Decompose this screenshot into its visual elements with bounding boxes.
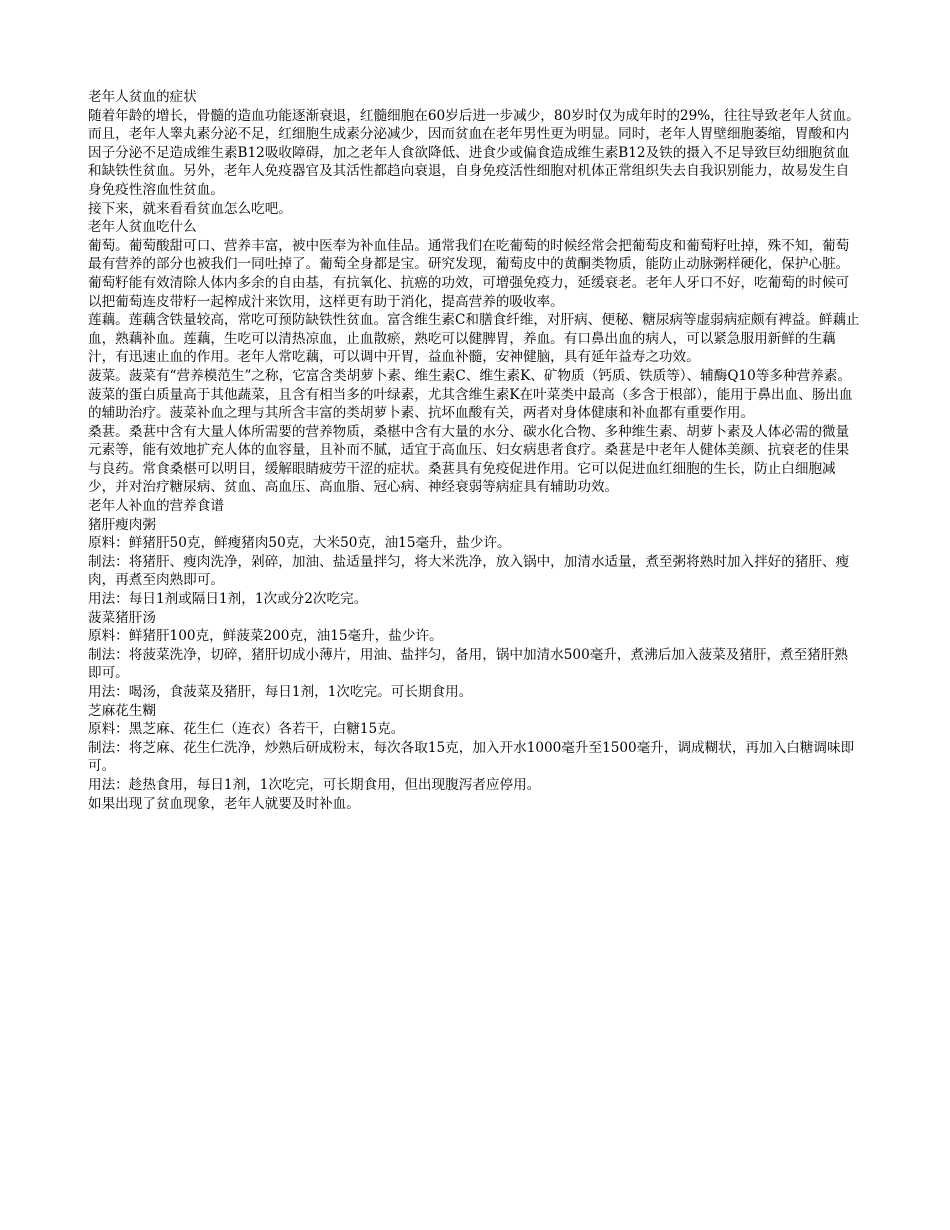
recipe-title-sesame-peanut-paste: 芝麻花生糊 (88, 702, 156, 719)
recipe-ingredients: 原料：鲜猪肝50克，鲜瘦猪肉50克，大米50克，油15毫升，盐少许。 (88, 535, 511, 552)
paragraph-spinach: 菠菜。菠菜有“营养模范生”之称，它富含类胡萝卜素、维生素C、维生素K、矿物质（钙质、铁质等）、辅酶Q10等多种营养素。菠菜的蛋白质量高于其他蔬菜，且含有相当多的叶绿素，尤其含维生素K在叶菜类中最高（多含于根部），能用于鼻出血、肠出血的辅助治疗。菠菜补血之理与其所含丰富的类胡萝卜素、抗坏血酸有关，两者对身体健康和补血都有重要作用。 (88, 367, 853, 422)
recipe-method: 制法：将猪肝、瘦肉洗净，剁碎，加油、盐适量拌匀，将大米洗净，放入锅中，加清水适量，煮至粥将熟时加入拌好的猪肝、瘦肉，再煮至肉熟即可。 (88, 553, 850, 589)
recipe-title-spinach-liver-soup: 菠菜猪肝汤 (88, 609, 156, 626)
recipe-usage: 用法：趁热食用，每日1剂，1次吃完，可长期食用，但出现腹泻者应停用。 (88, 776, 541, 793)
section-heading-recipes: 老年人补血的营养食谱 (88, 498, 224, 515)
recipe-ingredients: 原料：鲜猪肝100克，鲜菠菜200克，油15毫升，盐少许。 (88, 628, 443, 645)
recipe-method: 制法：将芝麻、花生仁洗净，炒熟后研成粉末，每次各取15克，加入开水1000毫升至1500毫升，调成糊状，再加入白糖调味即可。 (88, 739, 855, 775)
recipe-title-liver-porridge: 猪肝瘦肉粥 (88, 516, 156, 533)
document-body (88, 88, 860, 813)
paragraph-mulberry: 桑葚。桑葚中含有大量人体所需要的营养物质，桑椹中含有大量的水分、碳水化合物、多种维生素、胡萝卜素及人体必需的微量元素等，能有效地扩充人体的血容量，且补而不腻，适宜于高血压、妇女病患者食疗。桑葚是中老年人健体美颜、抗衰老的佳果与良药。常食桑椹可以明目，缓解眼睛疲劳干涩的症状。桑葚具有免疫促进作用。它可以促进血红细胞的生长，防止白细胞减少，并对治疗糖尿病、贫血、高血压、高血脂、冠心病、神经衰弱等病症具有辅助功效。 (88, 423, 850, 496)
recipe-usage: 用法：喝汤，食菠菜及猪肝，每日1剂，1次吃完。可长期食用。 (88, 684, 473, 700)
recipe-ingredients: 原料：黑芝麻、花生仁（连衣）各若干，白糖15克。 (88, 721, 405, 738)
section-heading-foods: 老年人贫血吃什么 (88, 219, 197, 236)
paragraph-grape: 葡萄。葡萄酸甜可口、营养丰富，被中医奉为补血佳品。通常我们在吃葡萄的时候经常会把葡萄皮和葡萄籽吐掉，殊不知，葡萄最有营养的部分也被我们一同吐掉了。葡萄全身都是宝。研究发现，葡萄皮中的黄酮类物质，能防止动脉粥样硬化，保护心脏。葡萄籽能有效清除人体内多余的自由基，有抗氧化、抗癌的功效，可增强免疫力，延缓衰老。老年人牙口不好，吃葡萄的时候可以把葡萄连皮带籽一起榨成汁来饮用，这样更有助于消化，提高营养的吸收率。 (88, 237, 850, 310)
paragraph-transition: 接下来，就来看看贫血怎么吃吧。 (88, 200, 292, 217)
paragraph-symptoms: 随着年龄的增长，骨髓的造血功能逐渐衰退，红髓细胞在60岁后进一步减少，80岁时仅为成年时的29%，往往导致老年人贫血。而且，老年人睾丸素分泌不足，红细胞生成素分泌减少，因而贫血在老年男性更为明显。同时，老年人胃壁细胞萎缩，胃酸和内因子分泌不足造成维生素B12吸收障碍，加之老年人食欲降低、进食少或偏食造成维生素B12及铁的摄入不足导致巨幼细胞贫血和缺铁性贫血。另外，老年人免疫器官及其活性都趋向衰退，自身免疫活性细胞对机体正常组织失去自我识别能力，故易发生自身免疫性溶血性贫血。 (88, 107, 860, 198)
paragraph-conclusion: 如果出现了贫血现象，老年人就要及时补血。 (88, 795, 360, 812)
paragraph-lotus-root: 莲藕。莲藕含铁量较高，常吃可预防缺铁性贫血。富含维生素C和膳食纤维，对肝病、便秘、糖尿病等虚弱病症颇有裨益。鲜藕止血，熟藕补血。莲藕，生吃可以清热凉血，止血散瘀，熟吃可以健脾胃，养血。有口鼻出血的病人，可以紧急服用新鲜的生藕汁，有迅速止血的作用。老年人常吃藕，可以调中开胃，益血补髓，安神健脑，具有延年益寿之功效。 (88, 312, 860, 366)
section-heading-symptoms: 老年人贫血的症状 (88, 89, 197, 105)
recipe-method: 制法：将菠菜洗净，切碎，猪肝切成小薄片，用油、盐拌匀，备用，锅中加清水500毫升，煮沸后加入菠菜及猪肝，煮至猪肝熟即可。 (88, 646, 849, 682)
recipe-usage: 用法：每日1剂或隔日1剂，1次或分2次吃完。 (88, 591, 368, 608)
